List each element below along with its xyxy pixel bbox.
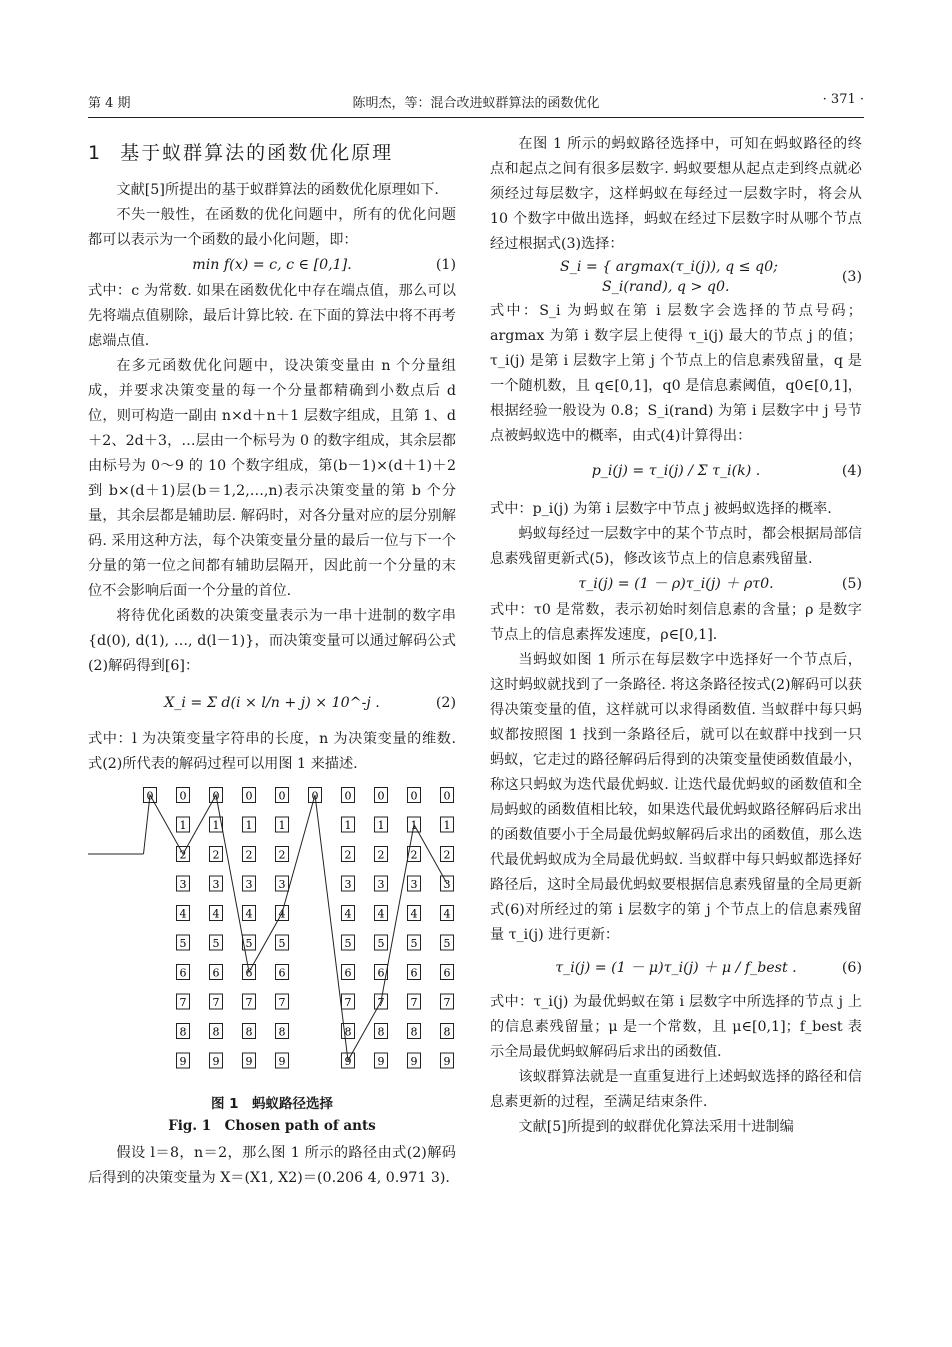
paragraph: 文献[5]所提出的基于蚁群算法的函数优化原理如下. xyxy=(116,182,439,198)
digit-label: 4 xyxy=(344,907,352,921)
paragraph: 式中：S_i 为蚂蚁在第 i 层数字会选择的节点号码；argmax 为第 i 数字层上使得 τ_i(j) 最大的节点 j 的值；τ_i(j) 是第 i 层数字上第 j 个节点上的信息素残留量，q 是一个随机数，且 q∈[0,1]，q0 是信息素阈值，q0∈[0,1]，根据经验一般设为 0.8；S_i(rand) 为第 i 层数字中 j 号节点被蚂蚁选中的概率，由式(4)计算得出： xyxy=(490,303,862,444)
digit-label: 5 xyxy=(443,937,451,950)
digit-label: 6 xyxy=(245,966,253,980)
digit-label: 7 xyxy=(212,996,220,1009)
digit-label: 0 xyxy=(410,789,418,803)
paragraph: 假设 l＝8，n＝2，那么图 1 所示的路径由式(2)解码后得到的决策变量为 X＝(X1, X2)＝(0.206 4, 0.971 3). xyxy=(88,1145,456,1186)
digit-label: 8 xyxy=(212,1025,220,1039)
digit-label: 0 xyxy=(179,789,187,803)
digit-label: 3 xyxy=(278,878,286,891)
figure-caption-cn: 图 1 蚂蚁路径选择 xyxy=(210,1096,334,1112)
digit-label: 9 xyxy=(410,1055,418,1068)
digit-label: 0 xyxy=(212,789,220,803)
equation-1: min f(x) = c, c ∈ [0,1]. (1) xyxy=(192,257,456,273)
digit-label: 0 xyxy=(146,789,154,803)
digit-label: 2 xyxy=(377,848,385,862)
digit-label: 4 xyxy=(179,907,187,921)
page-number: · 371 · xyxy=(822,92,864,107)
right-column xyxy=(490,132,862,1140)
digit-label: 9 xyxy=(344,1055,352,1068)
digit-label: 2 xyxy=(179,848,187,862)
ant-path-figure xyxy=(88,783,456,1093)
digit-label: 1 xyxy=(344,819,352,832)
digit-label: 9 xyxy=(443,1055,451,1068)
digit-label: 0 xyxy=(344,789,352,803)
digit-label: 0 xyxy=(245,789,253,803)
digit-label: 3 xyxy=(377,878,385,891)
ant-path-diagram xyxy=(88,783,456,1093)
equation-2: X_i = Σ d(i × l/n + j) × 10^-j . (2) xyxy=(164,695,456,711)
digit-label: 8 xyxy=(278,1025,286,1039)
digit-label: 3 xyxy=(212,878,220,891)
paragraph: 蚂蚁每经过一层数字中的某个节点时，都会根据局部信息素残留更新式(5)，修改该节点上的信息素残留量. xyxy=(490,526,862,567)
digit-label: 5 xyxy=(344,937,352,950)
running-title: 陈明杰，等：混合改进蚁群算法的函数优化 xyxy=(352,96,600,111)
digit-label: 1 xyxy=(245,819,253,832)
digit-label: 2 xyxy=(410,848,418,862)
digit-label: 5 xyxy=(377,937,385,950)
digit-label: 5 xyxy=(179,937,187,950)
digit-label: 1 xyxy=(278,819,286,832)
digit-label: 3 xyxy=(344,878,352,891)
left-column xyxy=(88,132,456,1191)
digit-label: 3 xyxy=(179,878,187,891)
paragraph: 该蚁群算法就是一直重复进行上述蚂蚁选择的路径和信息素更新的过程，至满足结束条件. xyxy=(490,1069,862,1110)
digit-label: 7 xyxy=(443,996,451,1009)
digit-label: 5 xyxy=(245,937,253,950)
digit-label: 0 xyxy=(278,789,286,803)
digit-label: 6 xyxy=(443,966,451,980)
digit-label: 0 xyxy=(377,789,385,803)
digit-label: 7 xyxy=(377,996,385,1009)
digit-label: 4 xyxy=(212,907,220,921)
digit-label: 4 xyxy=(410,907,418,921)
digit-label: 6 xyxy=(377,966,385,980)
digit-label: 4 xyxy=(443,907,451,921)
paragraph: 在图 1 所示的蚂蚁路径选择中，可知在蚂蚁路径的终点和起点之间有很多层数字. 蚂蚁要想从起点走到终点就必须经过每层数字，这样蚂蚁在每经过一层数字时，将会从 10 个数字中做出选择，蚂蚁在经过下层数字时从哪个节点经过根据式(3)选择： xyxy=(490,136,862,252)
digit-label: 5 xyxy=(410,937,418,950)
digit-label: 9 xyxy=(212,1055,220,1068)
equation-3: S_i = { argmax(τ_i(j)), q ≤ q0; S_i(rand), q > q0. (3) xyxy=(560,259,862,295)
ant-path-line xyxy=(144,795,448,1061)
issue-number: 第 4 期 xyxy=(88,96,131,111)
digit-label: 8 xyxy=(443,1025,451,1039)
digit-label: 0 xyxy=(311,789,319,803)
paragraph: 在多元函数优化问题中，设决策变量由 n 个分量组成，并要求决策变量的每一个分量都精确到小数点后 d 位，则可构造一副由 n×d＋n＋1 层数字组成，且第 1、d＋2、2d＋3，…层由一个标号为 0 的数字组成，其余层都由标号为 0～9 的 10 个数字组成，第(b－1)×(d＋1)＋2 到 b×(d＋1)层(b＝1,2,…,n)表示决策变量的第 b 个分量，其余层都是辅助层. 解码时，对各分量对应的层分别解码. 采用这种方法，每个决策变量分量的最后一位与下一个分量的第一位之间都有辅助层隔开，因此前一个分量的末位不会影响后面一个分量的首位. xyxy=(88,358,456,599)
digit-label: 8 xyxy=(245,1025,253,1039)
digit-label: 2 xyxy=(344,848,352,862)
digit-label: 4 xyxy=(278,907,286,921)
digit-label: 6 xyxy=(179,966,187,980)
digit-label: 2 xyxy=(245,848,253,862)
digit-label: 1 xyxy=(179,819,187,832)
digit-label: 8 xyxy=(179,1025,187,1039)
digit-label: 3 xyxy=(410,878,418,891)
digit-label: 2 xyxy=(212,848,220,862)
digit-label: 4 xyxy=(245,907,253,921)
digit-label: 2 xyxy=(278,848,286,862)
digit-label: 7 xyxy=(245,996,253,1009)
paragraph: 不失一般性，在函数的优化问题中，所有的优化问题都可以表示为一个函数的最小化问题，即： xyxy=(88,207,456,248)
digit-label: 6 xyxy=(344,966,352,980)
digit-label: 3 xyxy=(443,878,451,891)
digit-label: 1 xyxy=(443,819,451,832)
digit-label: 0 xyxy=(443,789,451,803)
section-heading: 1 基于蚁群算法的函数优化原理 xyxy=(88,142,394,164)
digit-label: 6 xyxy=(278,966,286,980)
digit-label: 3 xyxy=(245,878,253,891)
equation-6: τ_i(j) = (1 － μ)τ_i(j) ＋ μ / f_best . (6) xyxy=(555,960,862,976)
digit-label: 7 xyxy=(278,996,286,1009)
page-header xyxy=(88,92,864,112)
paragraph: 文献[5]所提到的蚁群优化算法采用十进制编 xyxy=(518,1119,794,1135)
paragraph: 式中：l 为决策变量字符串的长度，n 为决策变量的维数. 式(2)所代表的解码过程可以用图 1 来描述. xyxy=(88,731,456,772)
digit-label: 5 xyxy=(212,937,220,950)
paragraph: 将待优化函数的决策变量表示为一串十进制的数字串{d(0), d(1), …, d(l－1)}，而决策变量可以通过解码公式(2)解码得到[6]： xyxy=(88,608,456,674)
digit-label: 9 xyxy=(245,1055,253,1068)
paragraph: 式中：τ0 是常数，表示初始时刻信息素的含量；ρ 是数字节点上的信息素挥发速度，ρ∈[0,1]. xyxy=(490,602,862,643)
digit-label: 9 xyxy=(179,1055,187,1068)
digit-label: 9 xyxy=(278,1055,286,1068)
digit-label: 7 xyxy=(344,996,352,1009)
digit-label: 9 xyxy=(377,1055,385,1068)
digit-label: 6 xyxy=(410,966,418,980)
digit-label: 8 xyxy=(377,1025,385,1039)
digit-label: 7 xyxy=(410,996,418,1009)
paragraph: 式中：c 为常数. 如果在函数优化中存在端点值，那么可以先将端点值剔除，最后计算比较. 在下面的算法中将不再考虑端点值. xyxy=(88,283,456,349)
equation-4: p_i(j) = τ_i(j) / Σ τ_i(k) . (4) xyxy=(591,463,862,479)
digit-label: 6 xyxy=(212,966,220,980)
digit-label: 7 xyxy=(179,996,187,1009)
digit-label: 1 xyxy=(410,819,418,832)
equation-5: τ_i(j) = (1 － ρ)τ_i(j) ＋ ρτ0. (5) xyxy=(578,576,862,592)
header-rule xyxy=(88,117,864,118)
digit-label: 2 xyxy=(443,848,451,862)
digit-label: 5 xyxy=(278,937,286,950)
digit-label: 8 xyxy=(410,1025,418,1039)
digit-label: 4 xyxy=(377,907,385,921)
figure-caption-en: Fig. 1 Chosen path of ants xyxy=(168,1118,376,1134)
digit-label: 1 xyxy=(212,819,220,832)
digit-label: 1 xyxy=(377,819,385,832)
paragraph: 当蚂蚁如图 1 所示在每层数字中选择好一个节点后，这时蚂蚁就找到了一条路径. 将这条路径按式(2)解码可以获得决策变量的值，这样就可以求得函数值. 当蚁群中每只蚂蚁都按照图 1 找到一条路径后，就可以在蚁群中找到一只蚂蚁，它走过的路径解码后得到的决策变量使函数值最小，称这只蚂蚁为迭代最优蚂蚁. 让迭代最优蚂蚁的函数值和全局蚂蚁的函数值相比较，如果迭代最优蚂蚁路径解码后求出的函数值要小于全局最优蚂蚁解码后求出的函数值，那么迭代最优蚂蚁成为全局最优蚂蚁. 当蚁群中每只蚂蚁都选择好路径后，这时全局最优蚂蚁要根据信息素残留量的全局更新式(6)对所经过的第 i 层数字的第 j 个节点上的信息素残留量 τ_i(j) 进行更新： xyxy=(490,652,862,943)
paragraph: 式中：τ_i(j) 为最优蚂蚁在第 i 层数字中所选择的节点 j 上的信息素残留量；μ 是一个常数，且 μ∈[0,1]；f_best 表示全局最优蚂蚁解码后求出的函数值. xyxy=(490,994,862,1060)
paragraph: 式中：p_i(j) 为第 i 层数字中节点 j 被蚂蚁选择的概率. xyxy=(490,501,832,517)
digit-label: 8 xyxy=(344,1025,352,1039)
